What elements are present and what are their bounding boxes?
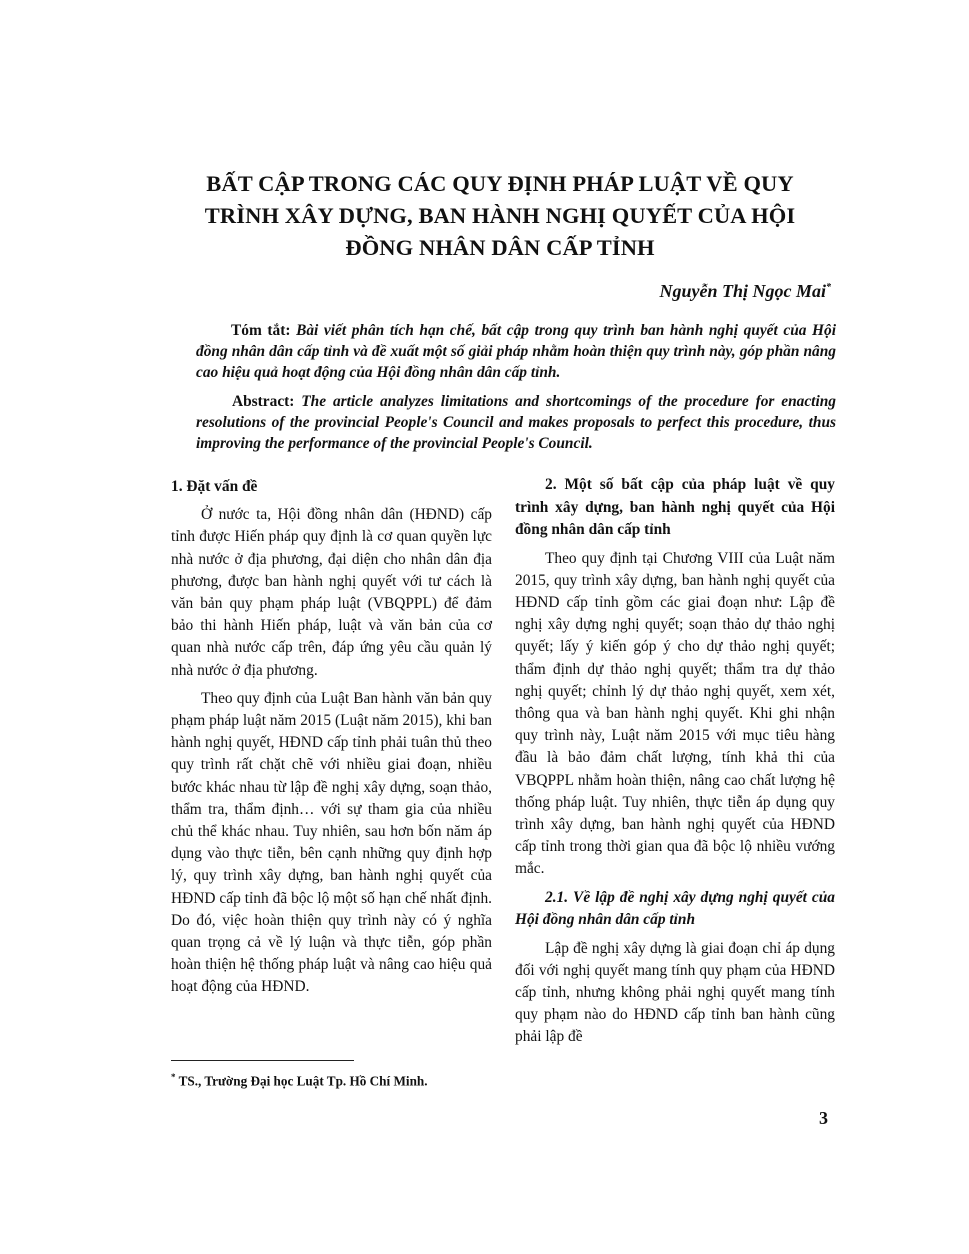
abstract-english <box>196 391 836 454</box>
abstract-vi-label: Tóm tắt: <box>231 322 291 339</box>
abstract-en-text: The article analyzes limitations and shortcomings of the procedure for enacting resolutions of the provincial People's Council and makes proposals to perfect this procedure, thus improving the performance of the provincial People's Council. <box>196 393 836 452</box>
title-line-1: BẤT CẬP TRONG CÁC QUY ĐỊNH PHÁP LUẬT VỀ QUY <box>206 171 794 196</box>
footnote-text: TS., Trường Đại học Luật Tp. Hồ Chí Minh. <box>178 1073 428 1089</box>
footnote-mark: * <box>171 1072 176 1082</box>
author-name: Nguyễn Thị Ngọc Mai <box>659 281 826 301</box>
abstract-en-label: Abstract: <box>232 393 295 410</box>
section-1-paragraph-2: Theo quy định của Luật Ban hành văn bản quy phạm pháp luật năm 2015 (Luật năm 2015), khi ban hành nghị quyết, HĐND cấp tỉnh phải tuân thủ theo quy trình rất chặt chẽ với nhiều giai đoạn, nhiều bước khác nhau từ lập đề nghị xây dựng, soạn thảo, thẩm tra, thẩm định… với sự tham gia của nhiều chủ thể khác nhau. Tuy nhiên, sau hơn bốn năm áp dụng vào thực tiễn, bên cạnh những quy định hợp lý, quy trình xây dựng, ban hành nghị quyết của HĐND cấp tỉnh đã bộc lộ một số hạn chế nhất định. Do đó, việc hoàn thiện quy trình này có ý nghĩa quan trọng cả về lý luận và thực tiễn, góp phần hoàn thiện hệ thống pháp luật và nâng cao hiệu quả hoạt động của HĐND. <box>171 689 492 996</box>
title-line-2: TRÌNH XÂY DỰNG, BAN HÀNH NGHỊ QUYẾT CỦA HỘI <box>204 203 796 228</box>
title-line-3: ĐỒNG NHÂN DÂN CẤP TỈNH <box>345 235 655 260</box>
right-column <box>515 474 835 1055</box>
page-number: 3 <box>819 1108 828 1128</box>
author-byline <box>660 281 832 302</box>
section-1-heading: 1. Đặt vấn đề <box>171 478 258 495</box>
paper-title <box>150 168 850 264</box>
abstract-vietnamese <box>196 320 836 383</box>
abstract-vi-text: Bài viết phân tích hạn chế, bất cập trong quy trình ban hành nghị quyết của Hội đồng nhân dân cấp tỉnh và đề xuất một số giải pháp nhằm hoàn thiện quy trình này, góp phần nâng cao hiệu quả hoạt động của Hội đồng nhân dân cấp tỉnh. <box>196 322 836 381</box>
section-2-1-heading: 2.1. Về lập đề nghị xây dựng nghị quyết của Hội đồng nhân dân cấp tỉnh <box>515 888 835 929</box>
footnote-divider <box>171 1060 354 1061</box>
section-1-paragraph-1: Ở nước ta, Hội đồng nhân dân (HĐND) cấp tỉnh được Hiến pháp quy định là cơ quan quyền lực nhà nước ở địa phương, đại diện cho nhân dân địa phương, được ban hành nghị quyết với tư cách là văn bản quy phạm pháp luật (VBQPPL) để đảm bảo thi hành Hiến pháp, luật và văn bản của cơ quan nhà nước cấp trên, đáp ứng yêu cầu quản lý nhà nước ở địa phương. <box>171 506 492 679</box>
author-footnote-mark: * <box>826 282 831 293</box>
section-2-heading: 2. Một số bất cập của pháp luật về quy trình xây dựng, ban hành nghị quyết của Hội đồng nhân dân cấp tỉnh <box>515 476 835 538</box>
section-2-paragraph-1: Theo quy định tại Chương VIII của Luật năm 2015, quy trình xây dựng, ban hành nghị quyết của HĐND cấp tỉnh gồm các giai đoạn như: Lập đề nghị xây dựng nghị quyết; soạn thảo dự thảo nghị quyết; lấy ý kiến góp ý cho dự thảo nghị quyết; thẩm định dự thảo nghị quyết; thẩm tra dự thảo nghị quyết; chỉnh lý dự thảo nghị quyết, xem xét, thông qua và ban hành nghị quyết. Khi ghi nhận quy trình này, Luật năm 2015 với mục tiêu hàng đầu là bảo đảm chất lượng, tính khả thi của VBQPPL nhằm hoàn thiện, nâng cao chất lượng hệ thống pháp luật. Tuy nhiên, thực tiễn áp dụng quy trình xây dựng, ban hành nghị quyết của HĐND cấp tỉnh trong thời gian qua đã bộc lộ nhiều vướng mắc. <box>515 549 835 878</box>
left-column <box>171 476 492 1005</box>
section-2-paragraph-2: Lập đề nghị xây dựng là giai đoạn chỉ áp dụng đối với nghị quyết mang tính quy phạm của HĐND cấp tỉnh, nhưng không phải nghị quyết mang tính quy phạm nào do HĐND cấp tỉnh ban hành cũng phải lập đề <box>515 939 835 1046</box>
footnote <box>171 1072 428 1089</box>
